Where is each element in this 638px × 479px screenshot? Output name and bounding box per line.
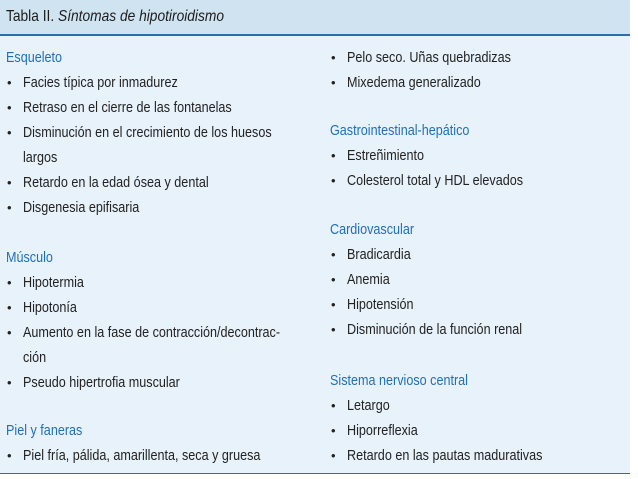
bullet-icon: • — [7, 100, 12, 115]
bullet-icon: • — [331, 272, 336, 287]
section-sistema-nervioso — [330, 368, 630, 468]
section-heading: Esqueleto — [6, 49, 63, 66]
list-item: • Disgenesia epifisaria — [6, 195, 324, 220]
section-esqueleto — [6, 45, 324, 220]
bullet-icon: • — [331, 247, 336, 262]
list-item: • Facies típica por inmadurez — [6, 70, 324, 95]
bullet-icon: • — [331, 297, 336, 312]
list-item: • Hipotensión — [330, 292, 630, 317]
bullet-icon: • — [7, 300, 12, 315]
bullet-icon: • — [7, 175, 12, 190]
list-item: • Colesterol total y HDL elevados — [330, 168, 630, 193]
bullet-icon: • — [7, 375, 12, 390]
table-title-label: Tabla II. — [6, 8, 55, 25]
bullet-icon: • — [331, 50, 336, 65]
bullet-icon: • — [7, 448, 12, 463]
section-piel-cont — [330, 45, 630, 95]
section-heading: Cardiovascular — [330, 221, 415, 238]
table-title-text: Síntomas de hipotiroidismo — [58, 8, 224, 25]
list-item: • Retardo en la edad ósea y dental — [6, 170, 324, 195]
section-heading: Piel y faneras — [6, 422, 83, 439]
list-item: • Hipotermia — [6, 270, 324, 295]
list-item: • Retraso en el cierre de las fontanelas — [6, 95, 324, 120]
bullet-icon: • — [331, 423, 336, 438]
bullet-icon: • — [7, 200, 12, 215]
bullet-icon: • — [331, 148, 336, 163]
bullet-icon: • — [7, 275, 12, 290]
list-item: • Pelo seco. Uñas quebradizas — [330, 45, 630, 70]
list-item: • Retardo en las pautas madurativas — [330, 443, 630, 468]
section-heading: Gastrointestinal-hepático — [330, 122, 470, 139]
bullet-icon: • — [331, 448, 336, 463]
list-item: • Pseudo hipertrofia muscular — [6, 370, 324, 395]
list-item: • Disminución en el crecimiento de los huesos largos — [6, 120, 324, 170]
bullet-icon: • — [7, 325, 12, 340]
bullet-icon: • — [7, 125, 12, 140]
bottom-divider — [0, 473, 630, 474]
bullet-icon: • — [331, 398, 336, 413]
list-item: • Bradicardia — [330, 242, 630, 267]
bullet-icon: • — [331, 322, 336, 337]
section-cardiovascular — [330, 217, 630, 342]
list-item: • Hiporreflexia — [330, 418, 630, 443]
list-item: • Aumento en la fase de contracción/decontrac- ción — [6, 320, 324, 370]
section-musculo — [6, 245, 324, 395]
list-item: • Mixedema generalizado — [330, 70, 630, 95]
section-gastrointestinal — [330, 118, 630, 193]
table-body — [0, 36, 630, 473]
bullet-icon: • — [7, 75, 12, 90]
table-title — [6, 8, 224, 26]
list-item: • Piel fría, pálida, amarillenta, seca y gruesa — [6, 443, 324, 468]
section-heading: Sistema nervioso central — [330, 372, 468, 389]
list-item: • Anemia — [330, 267, 630, 292]
table-title-bar — [0, 0, 630, 34]
list-item: • Disminución de la función renal — [330, 317, 630, 342]
list-item: • Estreñimiento — [330, 143, 630, 168]
list-item: • Hipotonía — [6, 295, 324, 320]
bullet-icon: • — [331, 75, 336, 90]
section-piel-faneras — [6, 418, 324, 468]
list-item: • Letargo — [330, 393, 630, 418]
section-heading: Músculo — [6, 249, 53, 266]
bullet-icon: • — [331, 173, 336, 188]
